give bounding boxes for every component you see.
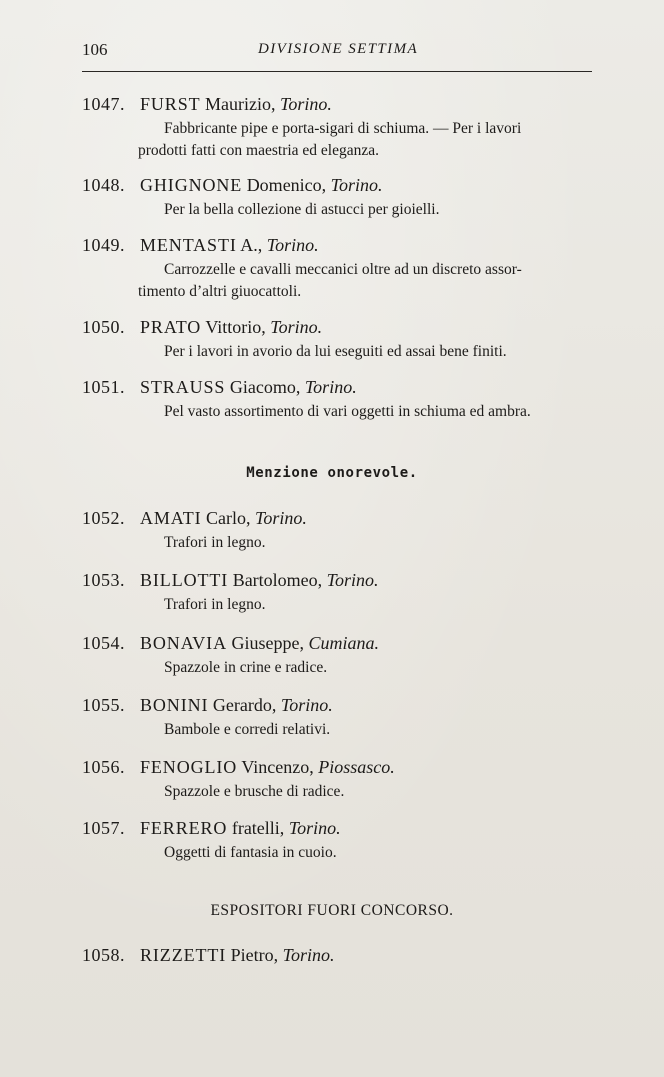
entry-number: 1055. bbox=[82, 695, 125, 715]
entry-given-name: Maurizio, bbox=[200, 94, 281, 114]
description-line: prodotti fatti con maestria ed eleganza. bbox=[138, 142, 380, 159]
page-header bbox=[82, 40, 592, 66]
entry-description bbox=[82, 118, 602, 162]
entry-city: Torino. bbox=[270, 317, 323, 337]
entry-1049 bbox=[82, 234, 602, 303]
entry-description bbox=[82, 842, 602, 864]
description-line: Fabbricante pipe e porta-sigari di schiuma. — Per i lavori bbox=[164, 120, 522, 137]
entry-number: 1049. bbox=[82, 235, 125, 255]
entry-city: Torino. bbox=[280, 94, 332, 114]
entry-heading bbox=[82, 632, 602, 654]
entry-given-name: Giuseppe, bbox=[226, 633, 309, 653]
entry-city: Piossasco. bbox=[318, 757, 395, 777]
entry-city: Cumiana. bbox=[308, 633, 379, 653]
entry-1057 bbox=[82, 817, 602, 864]
entry-surname: AMATI bbox=[140, 508, 202, 528]
entry-1047 bbox=[82, 93, 602, 162]
entry-city: Torino. bbox=[282, 945, 335, 965]
entry-heading bbox=[82, 316, 602, 338]
entry-given-name: Vincenzo, bbox=[237, 757, 319, 777]
entry-heading bbox=[82, 569, 602, 591]
entry-heading bbox=[82, 93, 602, 115]
description-line: Trafori in legno. bbox=[164, 596, 266, 613]
description-line: Spazzole e brusche di radice. bbox=[164, 783, 345, 800]
entry-1056 bbox=[82, 756, 602, 803]
entry-surname: PRATO bbox=[140, 317, 202, 337]
entry-number: 1058. bbox=[82, 945, 125, 965]
entry-city: Torino. bbox=[288, 818, 341, 838]
entry-description bbox=[82, 532, 602, 554]
entry-description bbox=[82, 781, 602, 803]
entry-heading bbox=[82, 234, 602, 256]
entry-city: Torino. bbox=[326, 570, 379, 590]
entry-1050 bbox=[82, 316, 602, 363]
entry-city: Torino. bbox=[255, 508, 307, 528]
entry-given-name: Giacomo, bbox=[225, 377, 305, 397]
entry-description bbox=[82, 199, 602, 221]
entry-number: 1048. bbox=[82, 175, 125, 195]
entry-heading bbox=[82, 376, 602, 398]
entry-heading bbox=[82, 174, 602, 196]
header-rule bbox=[82, 71, 592, 72]
entry-number: 1053. bbox=[82, 570, 125, 590]
entry-number: 1054. bbox=[82, 633, 125, 653]
entry-surname: FENOGLIO bbox=[140, 757, 238, 777]
description-line: Pel vasto assortimento di vari oggetti in schiuma ed ambra. bbox=[164, 403, 531, 420]
entry-description bbox=[82, 401, 602, 423]
entry-1058 bbox=[82, 944, 602, 966]
description-line: Bambole e corredi relativi. bbox=[164, 721, 331, 738]
entry-given-name: Bartolomeo, bbox=[228, 570, 327, 590]
entry-city: Torino. bbox=[304, 377, 357, 397]
description-line: Carrozzelle e cavalli meccanici oltre ad un discreto assor- bbox=[164, 261, 522, 278]
entry-given-name: Carlo, bbox=[201, 508, 255, 528]
entry-city: Torino. bbox=[280, 695, 333, 715]
entry-number: 1051. bbox=[82, 377, 125, 397]
section-heading-honorable-mention: Menzione onorevole. bbox=[246, 465, 418, 481]
entry-given-name: Vittorio, bbox=[201, 317, 271, 337]
entry-heading bbox=[82, 694, 602, 716]
entry-number: 1050. bbox=[82, 317, 125, 337]
entry-1052 bbox=[82, 507, 602, 554]
entry-given-name: Domenico, bbox=[242, 175, 331, 195]
entry-description bbox=[82, 259, 602, 303]
entry-surname: FERRERO bbox=[140, 818, 228, 838]
description-line: timento d’altri giuocattoli. bbox=[138, 283, 302, 300]
entry-given-name: A., bbox=[236, 235, 267, 255]
entry-given-name: Pietro, bbox=[226, 945, 283, 965]
entry-surname: BILLOTTI bbox=[140, 570, 229, 590]
entry-surname: BONINI bbox=[140, 695, 209, 715]
entry-city: Torino. bbox=[266, 235, 319, 255]
entry-surname: FURST bbox=[140, 94, 201, 114]
entry-1054 bbox=[82, 632, 602, 679]
entry-heading bbox=[82, 507, 602, 529]
description-line: Per la bella collezione di astucci per gioielli. bbox=[164, 201, 440, 218]
section-heading-out-of-competition: ESPOSITORI FUORI CONCORSO. bbox=[210, 902, 454, 919]
entry-1053 bbox=[82, 569, 602, 616]
running-title: DIVISIONE SETTIMA bbox=[258, 41, 419, 57]
entry-number: 1057. bbox=[82, 818, 125, 838]
entry-description bbox=[82, 341, 602, 363]
entry-number: 1047. bbox=[82, 94, 125, 114]
entry-description bbox=[82, 719, 602, 741]
entry-given-name: Gerardo, bbox=[208, 695, 281, 715]
entry-1051 bbox=[82, 376, 602, 423]
entry-description bbox=[82, 657, 602, 679]
entry-1055 bbox=[82, 694, 602, 741]
entry-number: 1052. bbox=[82, 508, 125, 528]
description-line: Per i lavori in avorio da lui eseguiti ed assai bene finiti. bbox=[164, 343, 507, 360]
entry-1048 bbox=[82, 174, 602, 221]
entry-surname: BONAVIA bbox=[140, 633, 227, 653]
entry-surname: RIZZETTI bbox=[140, 945, 227, 965]
description-line: Trafori in legno. bbox=[164, 534, 266, 551]
entry-city: Torino. bbox=[330, 175, 383, 195]
entry-given-name: fratelli, bbox=[227, 818, 289, 838]
entry-description bbox=[82, 594, 602, 616]
description-line: Oggetti di fantasia in cuoio. bbox=[164, 844, 337, 861]
entry-surname: GHIGNONE bbox=[140, 175, 243, 195]
entry-heading bbox=[82, 944, 602, 966]
page-number: 106 bbox=[82, 40, 108, 59]
entry-surname: MENTASTI bbox=[140, 235, 237, 255]
entry-number: 1056. bbox=[82, 757, 125, 777]
description-line: Spazzole in crine e radice. bbox=[164, 659, 328, 676]
entry-heading bbox=[82, 817, 602, 839]
entry-heading bbox=[82, 756, 602, 778]
entry-surname: STRAUSS bbox=[140, 377, 226, 397]
